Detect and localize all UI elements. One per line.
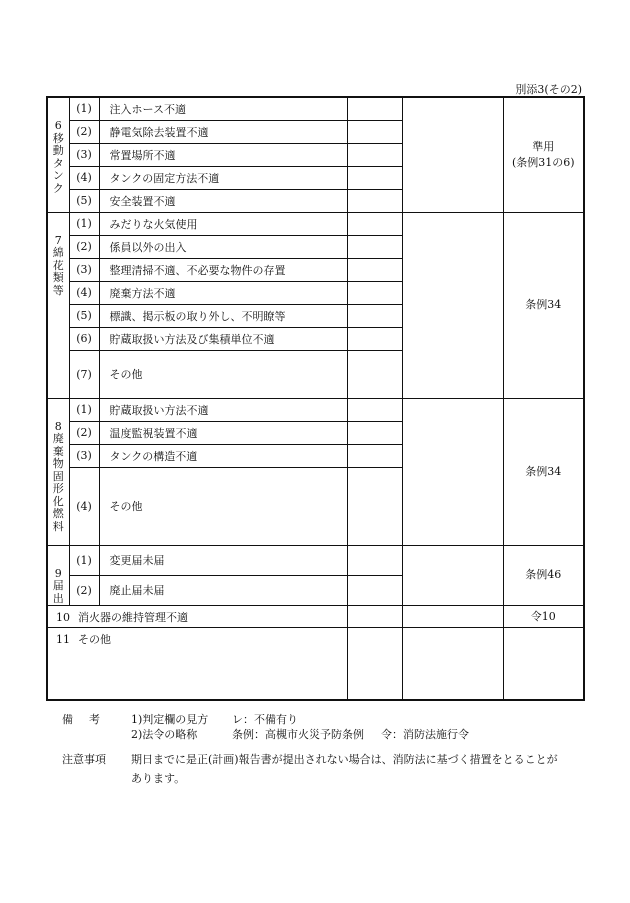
item-number: (3) [69, 444, 99, 467]
section-title-char: 等 [52, 283, 64, 297]
section-category [47, 545, 69, 606]
table-row [47, 606, 584, 628]
row-11-number: 11 [56, 633, 70, 646]
item-number: (2) [69, 575, 99, 605]
judgment-cell[interactable] [347, 467, 402, 545]
section-title-char: 移 [52, 131, 64, 145]
item-label: 常置場所不適 [99, 143, 347, 166]
law-reference-line: (条例31の6) [511, 155, 575, 169]
judgment-cell[interactable] [347, 189, 402, 212]
section-number: 8 [54, 419, 62, 433]
table-row [47, 628, 584, 700]
section-title-char: 棄 [52, 444, 64, 458]
section-category [47, 398, 69, 545]
section-title-char: 固 [52, 469, 64, 483]
judgment-cell[interactable] [347, 97, 402, 120]
remarks-line-1-value: レ：不備有り [232, 713, 298, 726]
remarks [62, 712, 562, 742]
law-reference-empty [503, 628, 584, 700]
judgment-cell[interactable] [347, 398, 402, 421]
item-number: (5) [69, 304, 99, 327]
law-reference: 令10 [503, 606, 584, 628]
law-reference [503, 545, 584, 606]
item-number: (2) [69, 235, 99, 258]
remedy-cell[interactable] [402, 606, 503, 628]
row-11-text: その他 [78, 633, 111, 646]
item-number: (6) [69, 327, 99, 350]
item-number: (4) [69, 281, 99, 304]
table-row [47, 398, 584, 421]
item-number: (2) [69, 120, 99, 143]
table-row [47, 97, 584, 120]
remedy-cell[interactable] [402, 97, 503, 212]
section-title-char: 届 [52, 579, 64, 592]
item-label: 温度監視装置不適 [99, 421, 347, 444]
row-10-number: 10 [56, 610, 70, 624]
section-title-char: 動 [52, 144, 64, 157]
judgment-cell[interactable] [347, 258, 402, 281]
item-label: みだりな火気使用 [99, 212, 347, 235]
caution-text: 期日までに是正(計画)報告書が提出されない場合は、消防法に基づく措置をとることがあります。 [131, 753, 558, 785]
annex-label: 別添3(その2) [515, 83, 582, 96]
law-reference-line: 準用 [532, 139, 555, 153]
item-number: (4) [69, 166, 99, 189]
item-label: その他 [99, 467, 347, 545]
judgment-cell[interactable] [347, 628, 402, 700]
law-reference [503, 398, 584, 545]
table-row [47, 212, 584, 235]
item-label: 標識、掲示板の取り外し、不明瞭等 [99, 304, 347, 327]
item-label: 廃止届未届 [99, 575, 347, 605]
section-category [47, 212, 69, 398]
item-label: 廃棄方法不適 [99, 281, 347, 304]
section-title-char: 物 [52, 457, 64, 470]
section-title-char: 廃 [52, 432, 64, 445]
section-title-char: 綿 [52, 246, 64, 259]
judgment-cell[interactable] [347, 444, 402, 467]
row-10-label [47, 606, 347, 628]
item-number: (1) [69, 545, 99, 575]
remarks-line-2-text: 2)法令の略称 [131, 728, 198, 741]
section-title-char: ン [52, 169, 64, 182]
section-number: 9 [54, 566, 62, 580]
section-title-char: 化 [52, 494, 64, 508]
remarks-line-2-value-2: 令：消防法施行令 [381, 728, 469, 741]
section-title-char: 燃 [52, 507, 64, 520]
section-number: 6 [54, 119, 62, 132]
item-number: (1) [69, 398, 99, 421]
judgment-cell[interactable] [347, 327, 402, 350]
item-number: (4) [69, 467, 99, 545]
judgment-cell[interactable] [347, 235, 402, 258]
judgment-cell[interactable] [347, 120, 402, 143]
judgment-cell[interactable] [347, 166, 402, 189]
item-number: (3) [69, 258, 99, 281]
section-title-char: 出 [52, 591, 64, 605]
judgment-cell[interactable] [347, 212, 402, 235]
judgment-cell[interactable] [347, 545, 402, 575]
judgment-cell[interactable] [347, 421, 402, 444]
item-number: (7) [69, 350, 99, 398]
item-label: 貯蔵取扱い方法不適 [99, 398, 347, 421]
section-title-char: 類 [52, 271, 64, 284]
law-reference-line: 条例34 [525, 298, 562, 311]
section-category [47, 97, 69, 212]
item-number: (2) [69, 421, 99, 444]
law-reference [503, 212, 584, 398]
judgment-cell[interactable] [347, 143, 402, 166]
item-label: 係員以外の出入 [99, 235, 347, 258]
item-label: 整理清掃不適、不必要な物件の存置 [99, 258, 347, 281]
judgment-cell[interactable] [347, 304, 402, 327]
item-label: その他 [99, 350, 347, 398]
item-label: 注入ホース不適 [99, 97, 347, 120]
inspection-table [46, 96, 585, 701]
remarks-line-2-value-1: 条例：高槻市火災予防条例 [232, 728, 364, 741]
remedy-cell[interactable] [402, 545, 503, 606]
section-title-char: 形 [52, 482, 64, 495]
item-label: タンクの固定方法不適 [99, 166, 347, 189]
section-title-char: ク [52, 181, 64, 195]
item-number: (5) [69, 189, 99, 212]
law-reference-line: 条例46 [525, 568, 562, 582]
law-reference-line: 条例34 [525, 464, 562, 478]
section-number: 7 [54, 233, 62, 247]
row-11-label [47, 628, 347, 700]
judgment-cell[interactable] [347, 350, 402, 398]
remedy-cell[interactable] [402, 628, 503, 700]
item-label: タンクの構造不適 [99, 444, 347, 467]
item-label: 安全装置不適 [99, 189, 347, 212]
remarks-line-1-text: 1)判定欄の見方 [131, 713, 209, 726]
remedy-cell[interactable] [402, 398, 503, 545]
item-number: (3) [69, 143, 99, 166]
law-reference [503, 97, 584, 212]
row-10-text: 消火器の維持管理不適 [78, 610, 188, 624]
section-title-char: 花 [52, 258, 64, 272]
judgment-cell[interactable] [347, 281, 402, 304]
item-number: (1) [69, 212, 99, 235]
caution-heading: 注意事項 [62, 753, 106, 766]
remedy-cell[interactable] [402, 212, 503, 398]
item-label: 静電気除去装置不適 [99, 120, 347, 143]
judgment-cell[interactable] [347, 606, 402, 628]
judgment-cell[interactable] [347, 575, 402, 605]
item-label: 貯蔵取扱い方法及び集積単位不適 [99, 327, 347, 350]
section-title-char: 料 [52, 519, 64, 533]
item-label: 変更届未届 [99, 545, 347, 575]
remarks-heading: 備考 [62, 713, 116, 726]
table-row [47, 545, 584, 575]
inspection-table-body [47, 97, 584, 700]
section-title-char: タ [52, 156, 64, 170]
item-number: (1) [69, 97, 99, 120]
